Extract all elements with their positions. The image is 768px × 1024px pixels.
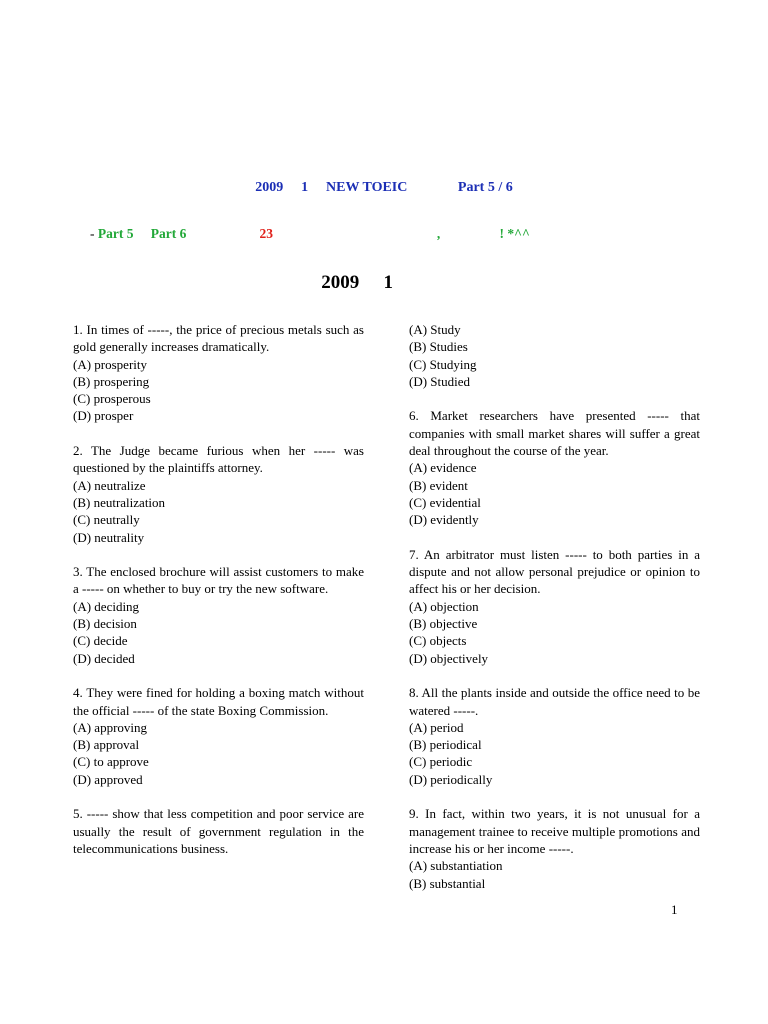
question-block — [73, 684, 364, 788]
answer-option: (C) decide — [73, 633, 128, 649]
answer-option: (B) neutralization — [73, 494, 166, 510]
answer-option: (B) prospering — [73, 373, 150, 389]
answer-option: (A) Study — [409, 322, 461, 337]
question-block — [409, 684, 700, 788]
question-stem: 8. All the plants inside and outside the office need to be watered -----. — [409, 685, 700, 718]
question-stem: 7. An arbitrator must listen ----- to both parties in a dispute and not allow personal prejudice or opinion to affect his or her decision. — [409, 546, 700, 597]
answer-option: (D) decided — [73, 650, 135, 666]
question-stem: 4. They were fined for holding a boxing match without the official ----- of the state Boxing Commission. — [73, 685, 364, 718]
page-number: 1 — [671, 902, 678, 917]
answer-option: (D) approved — [73, 771, 143, 787]
question-block — [73, 805, 364, 857]
answer-option: (A) deciding — [73, 598, 140, 614]
section-heading: 2009   1      — [321, 272, 447, 293]
question-stem: 3. The enclosed brochure will assist customers to make a ----- on whether to buy or try the new software. — [73, 564, 364, 597]
answer-option: (D) neutrality — [73, 529, 145, 545]
answer-option: (B) substantial — [409, 875, 486, 891]
answer-option: (A) objection — [409, 598, 479, 614]
answer-option: (A) substantiation — [409, 858, 503, 874]
question-block — [409, 407, 700, 528]
answer-option: (B) objective — [409, 616, 478, 632]
question-block — [409, 546, 700, 667]
question-stem: 6. Market researchers have presented ----- that companies with small market shares will suffer a great deal throughout the course of the year. — [409, 408, 700, 459]
answer-option: (C) periodic — [409, 754, 473, 770]
question-block — [409, 805, 700, 891]
answer-option: (A) neutralize — [73, 477, 146, 493]
question-stem: 1. In times of -----, the price of precious metals such as gold generally increases dramatically. — [73, 322, 364, 355]
answer-option: (B) evident — [409, 477, 468, 493]
right-column — [409, 321, 700, 909]
notice-count: 23 — [259, 226, 273, 241]
document-title: 2009   1   NEW TOEIC      Part 5 / 6 — [255, 180, 513, 195]
answer-option: (D) Studied — [409, 373, 471, 389]
question-block — [73, 442, 364, 546]
question-stem: 5. ----- show that less competition and poor service are usually the result of government regulation in the telecommunications business. — [73, 806, 364, 856]
answer-option: (C) Studying — [409, 356, 477, 372]
answer-option: (C) neutrally — [73, 512, 140, 528]
answer-option: (B) periodical — [409, 737, 482, 753]
answer-option: (D) periodically — [409, 771, 493, 787]
question-stem: 9. In fact, within two years, it is not unusual for a management trainee to receive multiple promotions and increase his or her income -----. — [409, 806, 700, 856]
answer-option: (A) approving — [73, 719, 148, 735]
answer-option: (D) objectively — [409, 650, 489, 666]
answer-option: (C) evidential — [409, 494, 481, 510]
answer-option: (B) approval — [73, 737, 140, 753]
question-block — [73, 563, 364, 667]
answer-option: (A) prosperity — [73, 356, 148, 372]
question-block — [73, 321, 364, 425]
answer-option: (D) prosper — [73, 408, 134, 424]
left-column — [73, 321, 364, 875]
answer-option: (B) Studies — [409, 339, 468, 355]
notice-text-2:                   ,       ! *^^ — [272, 226, 530, 241]
answer-option: (B) decision — [73, 616, 137, 632]
answer-option: (C) objects — [409, 633, 467, 649]
question-block — [409, 321, 700, 390]
answer-option: (C) prosperous — [73, 391, 151, 407]
answer-option: (A) period — [409, 719, 464, 735]
notice-text-1: Part 5   Part 6         — [97, 226, 260, 241]
answer-option: (A) evidence — [409, 460, 477, 476]
notice-line — [90, 226, 530, 242]
answer-option: (C) to approve — [73, 754, 149, 770]
answer-option: (D) evidently — [409, 512, 479, 528]
notice-dash: - — [90, 226, 98, 241]
question-stem: 2. The Judge became furious when her ----- was questioned by the plaintiffs attorney. — [73, 443, 364, 476]
